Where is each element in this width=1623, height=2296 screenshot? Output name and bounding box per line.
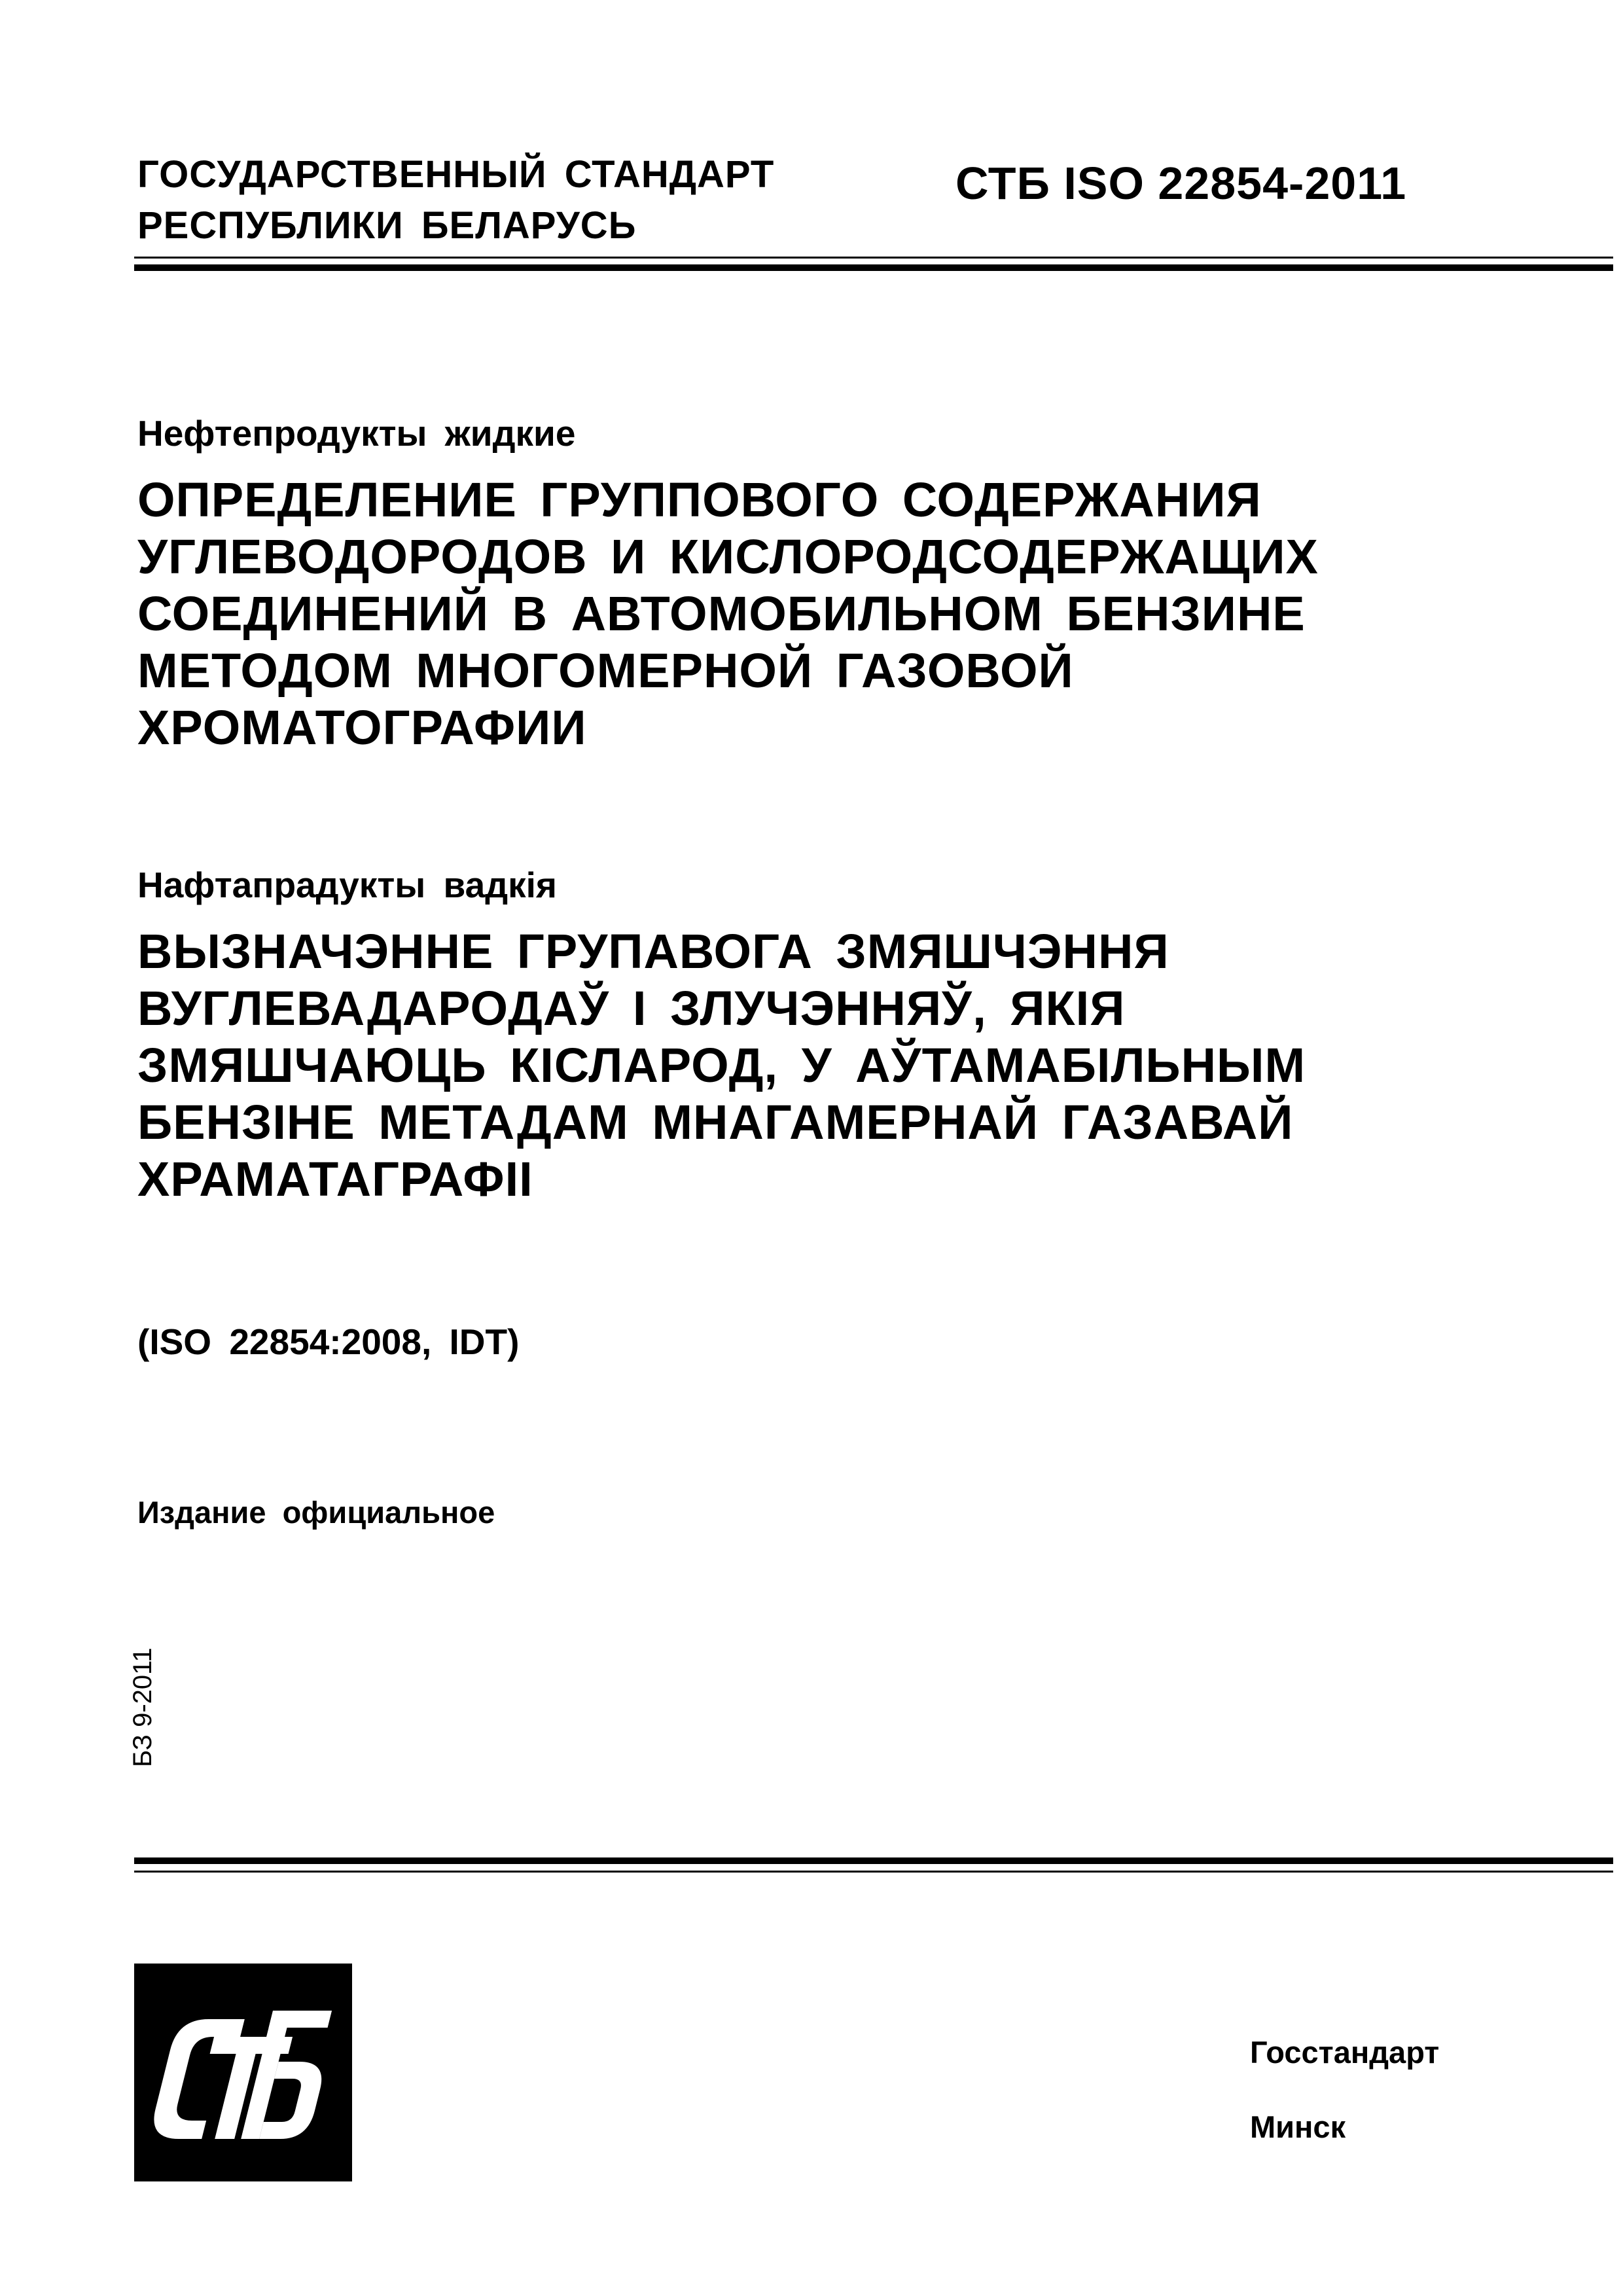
russian-title-line: МЕТОДОМ МНОГОМЕРНОЙ ГАЗОВОЙ xyxy=(137,643,1074,698)
top-divider-thick xyxy=(134,264,1613,271)
publisher-name: Госстандарт xyxy=(1250,2035,1440,2070)
org-line-2: РЕСПУБЛИКИ БЕЛАРУСЬ xyxy=(137,204,637,247)
issuing-organization xyxy=(137,149,774,251)
stb-logo-graphic xyxy=(134,1964,352,2181)
russian-title-line: ХРОМАТОГРАФИИ xyxy=(137,700,587,755)
stb-logo-icon xyxy=(134,1964,352,2181)
belarusian-title-line: БЕНЗІНЕ МЕТАДАМ МНАГАМЕРНАЙ ГАЗАВАЙ xyxy=(137,1095,1294,1149)
catalog-code: БЗ 9-2011 xyxy=(128,1647,157,1767)
org-line-1: ГОСУДАРСТВЕННЫЙ СТАНДАРТ xyxy=(137,153,775,196)
russian-title-line: ОПРЕДЕЛЕНИЕ ГРУППОВОГО СОДЕРЖАНИЯ xyxy=(137,473,1262,527)
bottom-divider-thin xyxy=(134,1871,1613,1873)
russian-title-line: СОЕДИНЕНИЙ В АВТОМОБИЛЬНОМ БЕНЗИНЕ xyxy=(137,586,1306,641)
belarusian-title xyxy=(137,923,1577,1208)
belarusian-title-line: ВУГЛЕВАДАРОДАЎ І ЗЛУЧЭННЯЎ, ЯКІЯ xyxy=(137,981,1126,1035)
standard-designation: СТБ ISO 22854-2011 xyxy=(955,158,1407,209)
belarusian-title-line: ЗМЯШЧАЮЦЬ КІСЛАРОД, У АЎТАМАБІЛЬНЫМ xyxy=(137,1038,1306,1092)
belarusian-subtitle: Нафтапрадукты вадкія xyxy=(137,865,558,905)
edition-note: Издание официальное xyxy=(137,1495,495,1530)
belarusian-title-line: ВЫЗНАЧЭННЕ ГРУПАВОГА ЗМЯШЧЭННЯ xyxy=(137,924,1169,978)
russian-title-line: УГЛЕВОДОРОДОВ И КИСЛОРОДСОДЕРЖАЩИХ xyxy=(137,529,1319,584)
russian-subtitle: Нефтепродукты жидкие xyxy=(137,413,576,454)
top-divider-thin xyxy=(134,257,1613,259)
belarusian-title-line: ХРАМАТАГРАФІІ xyxy=(137,1152,533,1206)
publisher-city: Минск xyxy=(1250,2109,1346,2144)
iso-equivalence: (ISO 22854:2008, IDT) xyxy=(137,1321,520,1362)
russian-title xyxy=(137,471,1577,756)
bottom-divider-thick xyxy=(134,1857,1613,1864)
